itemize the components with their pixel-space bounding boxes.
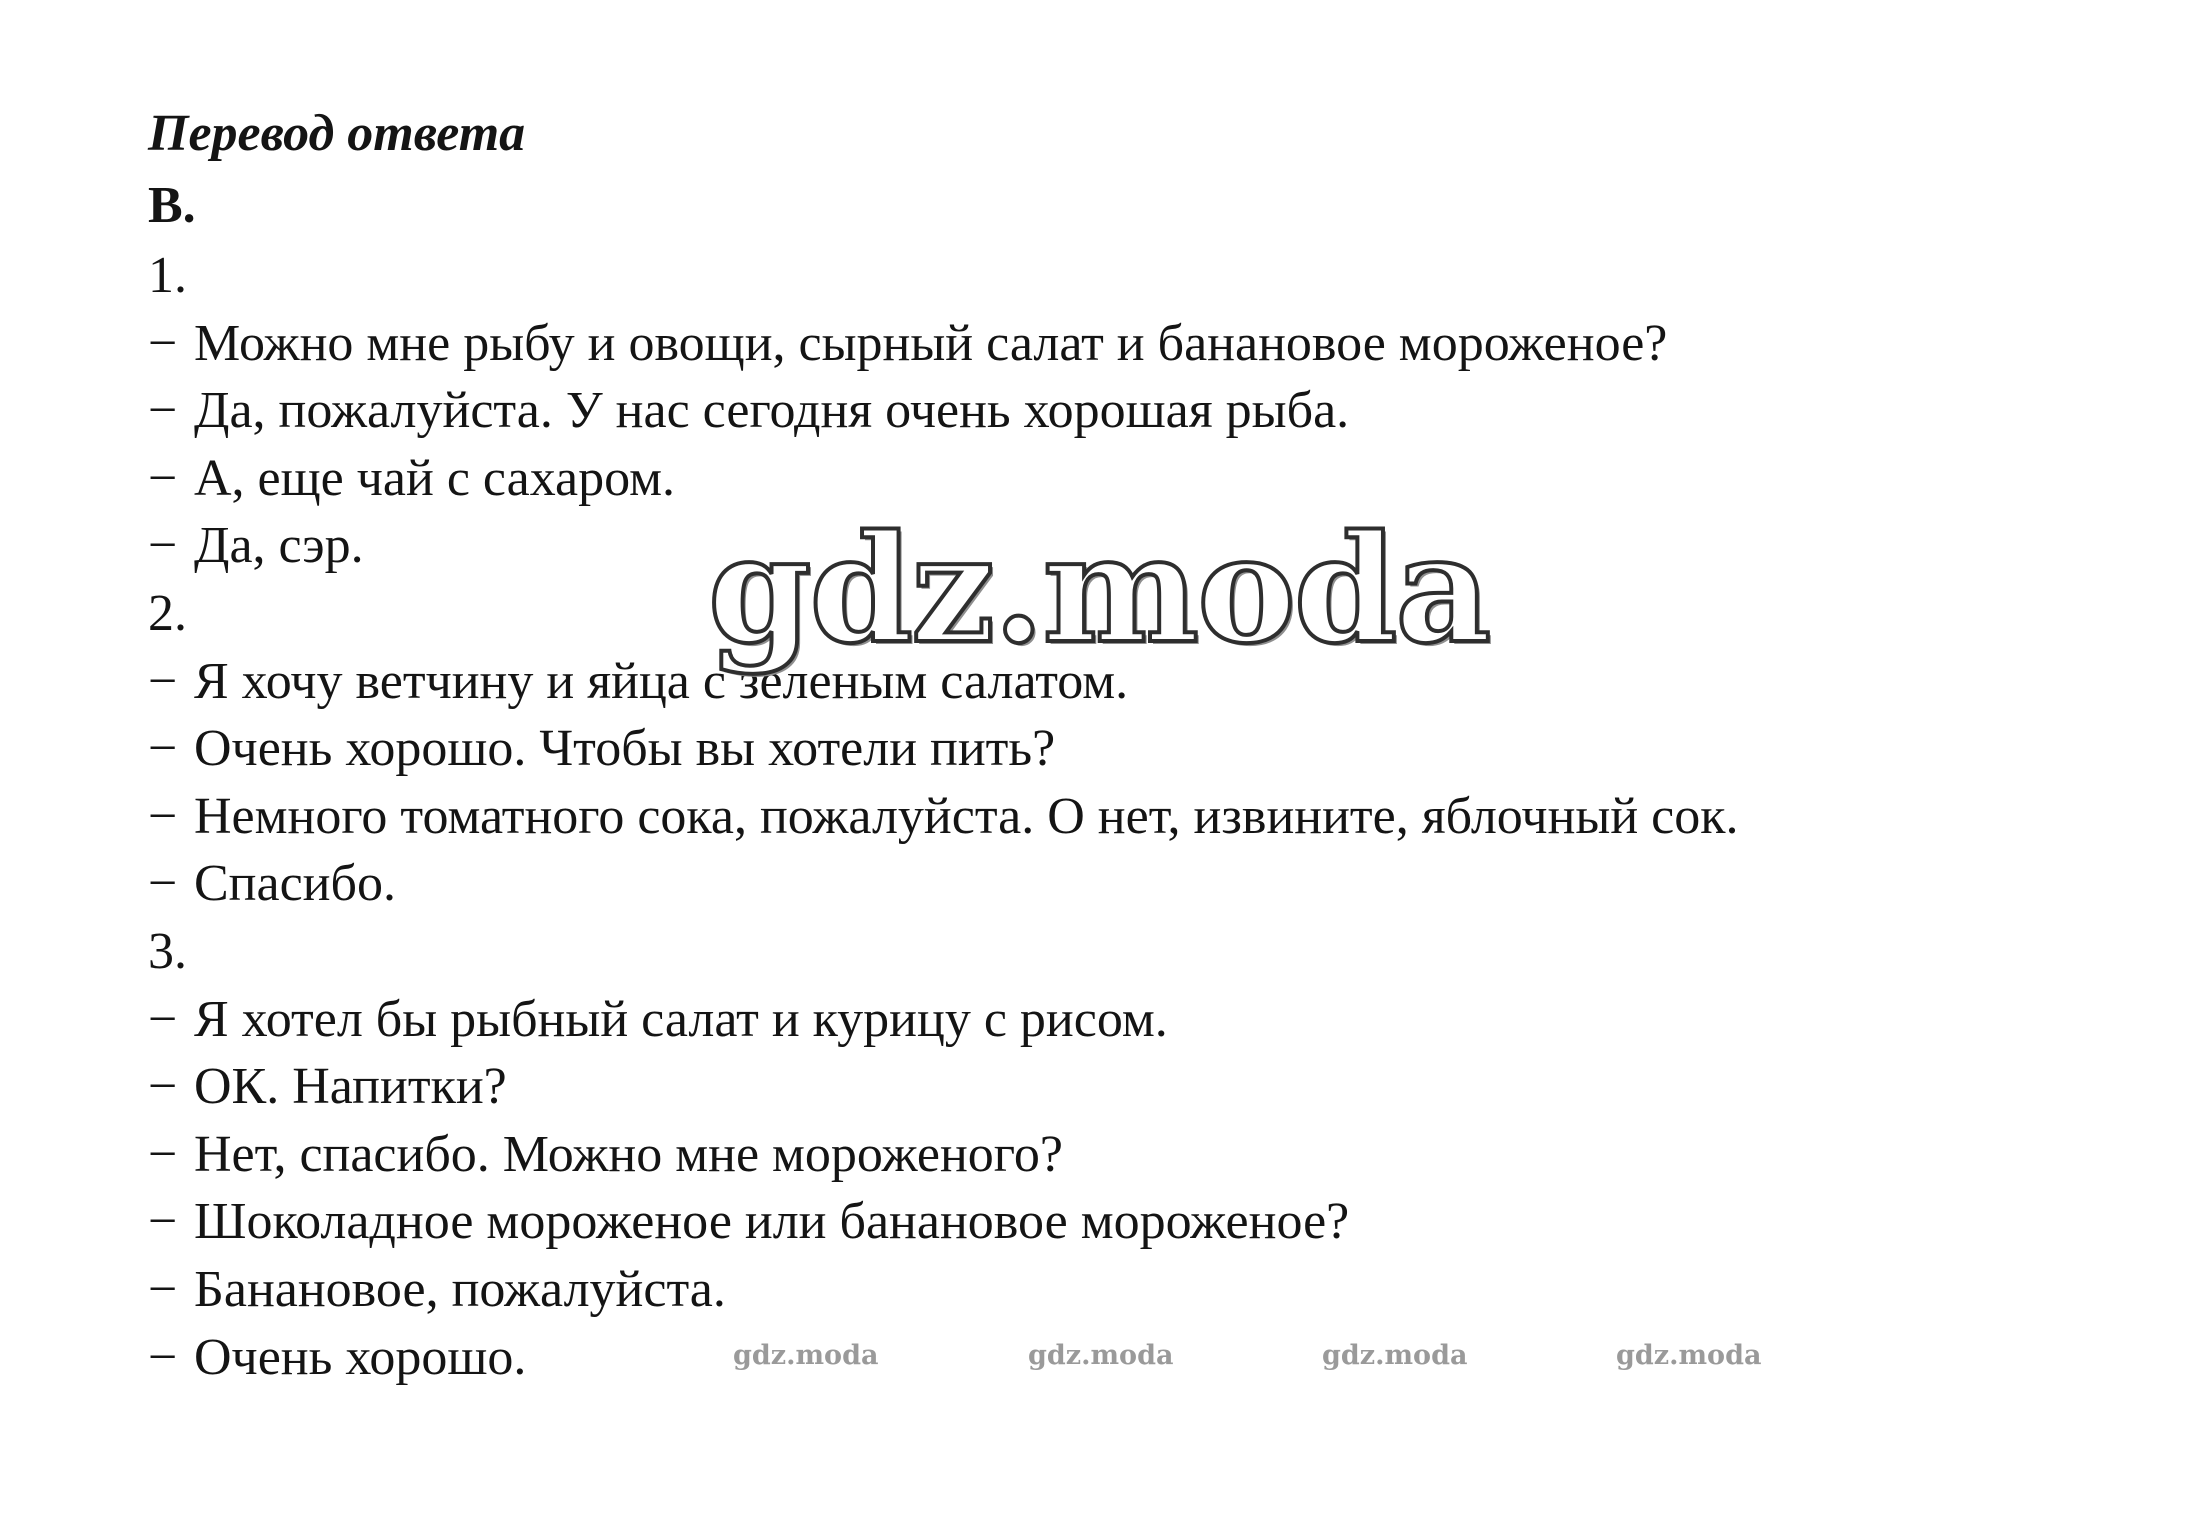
dialogue-line-text: Очень хорошо. xyxy=(194,1328,527,1386)
dialogue-text xyxy=(148,247,1739,1399)
dialogue-line xyxy=(148,1260,1739,1332)
dialogue-line xyxy=(148,1058,1739,1129)
dialogue-number: 3. xyxy=(148,922,187,980)
dialogue-line xyxy=(148,1193,1739,1264)
dialogue-line-text: Можно мне рыбу и овощи, сырный салат и банановое мороженое? xyxy=(194,314,1668,372)
dialogue-line xyxy=(148,720,1739,791)
watermark-small: gdz.moda xyxy=(1322,1340,1468,1371)
dialogue-line-text: Да, сэр. xyxy=(194,517,364,575)
dash-marker: − xyxy=(148,855,178,913)
section-label: B. xyxy=(148,177,196,234)
watermark-small: gdz.moda xyxy=(733,1340,879,1371)
dialogue-line xyxy=(148,382,1739,453)
dialogue-line-text: Немного томатного сока, пожалуйста. О нет, извините, яблочный сок. xyxy=(194,787,1739,845)
dialogue-line xyxy=(148,787,1739,859)
dialogue-number: 2. xyxy=(148,584,187,642)
dash-marker: − xyxy=(148,1260,178,1318)
dialogue-line-text: А, еще чай с сахаром. xyxy=(194,449,675,507)
dialogue-line xyxy=(148,990,1739,1062)
dash-marker: − xyxy=(148,517,178,575)
dialogue-line-text: Да, пожалуйста. У нас сегодня очень хорошая рыба. xyxy=(194,382,1350,440)
dash-marker: − xyxy=(148,314,178,372)
dialogue-line-text: Банановое, пожалуйста. xyxy=(194,1260,726,1318)
dash-marker: − xyxy=(148,449,178,507)
dialogue-line-text: Очень хорошо. Чтобы вы хотели пить? xyxy=(194,720,1056,778)
dash-marker: − xyxy=(148,1125,178,1183)
dialogue-line-text: Шоколадное мороженое или банановое мороженое? xyxy=(194,1193,1350,1251)
watermark-small: gdz.moda xyxy=(1028,1340,1174,1371)
dialogue-line-text: Нет, спасибо. Можно мне мороженого? xyxy=(194,1125,1063,1183)
dash-marker: − xyxy=(148,382,178,440)
dialogue-line-text: Я хочу ветчину и яйца с зеленым салатом. xyxy=(194,652,1129,710)
dialogue-line xyxy=(148,1328,1739,1400)
dash-marker: − xyxy=(148,720,178,778)
dash-marker: − xyxy=(148,787,178,845)
dash-marker: − xyxy=(148,990,178,1048)
dash-marker: − xyxy=(148,1328,178,1386)
watermark-large: gdz.moda xyxy=(708,502,1490,676)
dialogue-number: 1. xyxy=(148,247,187,304)
dash-marker: − xyxy=(148,652,178,710)
dash-marker: − xyxy=(148,1193,178,1251)
dialogue-line xyxy=(148,314,1739,386)
dialogue-line xyxy=(148,855,1739,926)
page-heading: Перевод ответа xyxy=(148,105,526,162)
dialogue-line-text: Спасибо. xyxy=(194,855,396,913)
dialogue-line-text: ОК. Напитки? xyxy=(194,1058,507,1116)
watermark-small: gdz.moda xyxy=(1616,1340,1762,1371)
dialogue-line xyxy=(148,1125,1739,1197)
dialogue-line-text: Я хотел бы рыбный салат и курицу с рисом. xyxy=(194,990,1168,1048)
dash-marker: − xyxy=(148,1058,178,1116)
